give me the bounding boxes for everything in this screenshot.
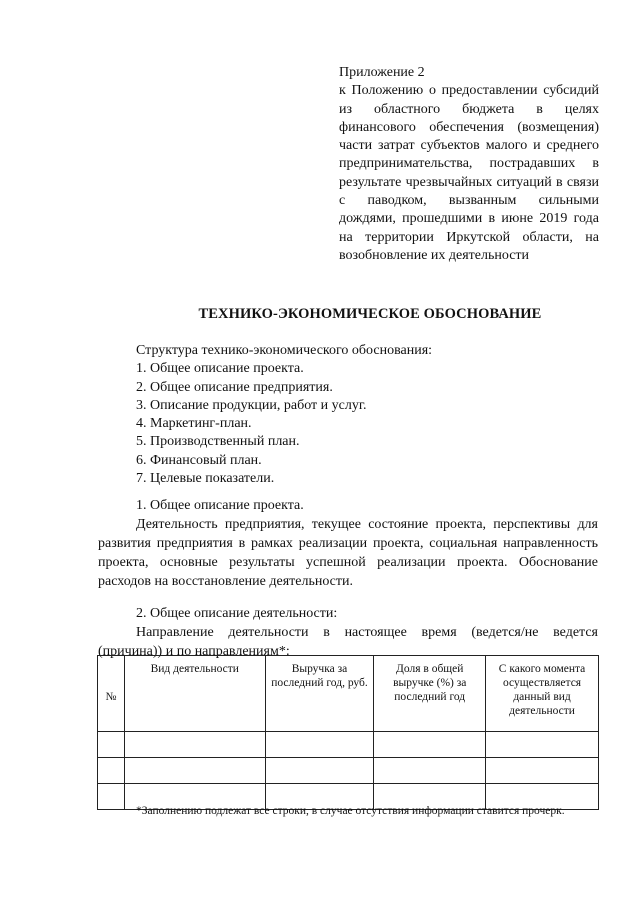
structure-item: 7. Целевые показатели. [136,471,275,487]
structure-heading: Структура технико-экономического обоснования: [136,343,433,358]
table-cell[interactable] [374,758,486,784]
structure-item: 1. Общее описание проекта. [136,361,304,377]
table-cell[interactable] [265,732,374,758]
structure-item: 2. Общее описание предприятия. [136,379,333,395]
section-activity-description [98,604,598,661]
header-revenue-share: Доля в общей выручке (%) за последний год [374,656,486,732]
table-cell[interactable] [486,732,599,758]
header-activity-type: Вид деятельности [124,656,265,732]
table-cell[interactable] [265,758,374,784]
structure-item: 6. Финансовый план. [136,452,262,468]
table-cell[interactable] [124,758,265,784]
header-number: № [98,656,125,732]
footnote: *Заполнению подлежат все строки, в случае отсутствия информации ставится прочерк. [136,805,565,817]
structure-item: 4. Маркетинг-план. [136,416,252,432]
table-row [98,732,599,758]
table-cell[interactable] [98,732,125,758]
table-cell[interactable] [98,758,125,784]
activity-table [97,655,599,810]
structure-item: 5. Производственный план. [136,434,300,450]
structure-list [136,342,432,488]
section-heading: 1. Общее описание проекта. [136,498,304,513]
table-cell[interactable] [374,732,486,758]
section-project-description [98,496,598,591]
table-cell[interactable] [486,758,599,784]
table-cell[interactable] [124,732,265,758]
header-revenue: Выручка за последний год, руб. [265,656,374,732]
table-header-row [98,656,599,732]
document-title: ТЕХНИКО-ЭКОНОМИЧЕСКОЕ ОБОСНОВАНИЕ [198,306,542,322]
appendix-block [339,64,599,265]
structure-item: 3. Описание продукции, работ и услуг. [136,397,367,413]
table-row [98,758,599,784]
header-since-when: С какого момента осуществляется данный вид деятельности [486,656,599,732]
section-paragraph: Деятельность предприятия, текущее состояние проекта, перспективы для развития предприятия в рамках реализации проекта, социальная направленность проекта, основные результаты успешной реализации проекта. Обоснование расходов на восстановление деятельности. [98,517,598,589]
appendix-title: Приложение 2 [339,65,425,80]
section-paragraph: Направление деятельности в настоящее время (ведется/не ведется (причина)) и по направлениям*: [98,625,598,659]
appendix-body: к Положению о предоставлении субсидий из областного бюджета в целях финансового обеспечения (возмещения) части затрат субъектов малого и среднего предпринимательства, пострадавших в результате чрезвычайных ситуаций в связи с паводком, вызванным сильными дождями, прошедшими в июне 2019 года на территории Иркутской области, на возобновление их деятельности [339,83,599,263]
section-heading: 2. Общее описание деятельности: [136,606,338,621]
